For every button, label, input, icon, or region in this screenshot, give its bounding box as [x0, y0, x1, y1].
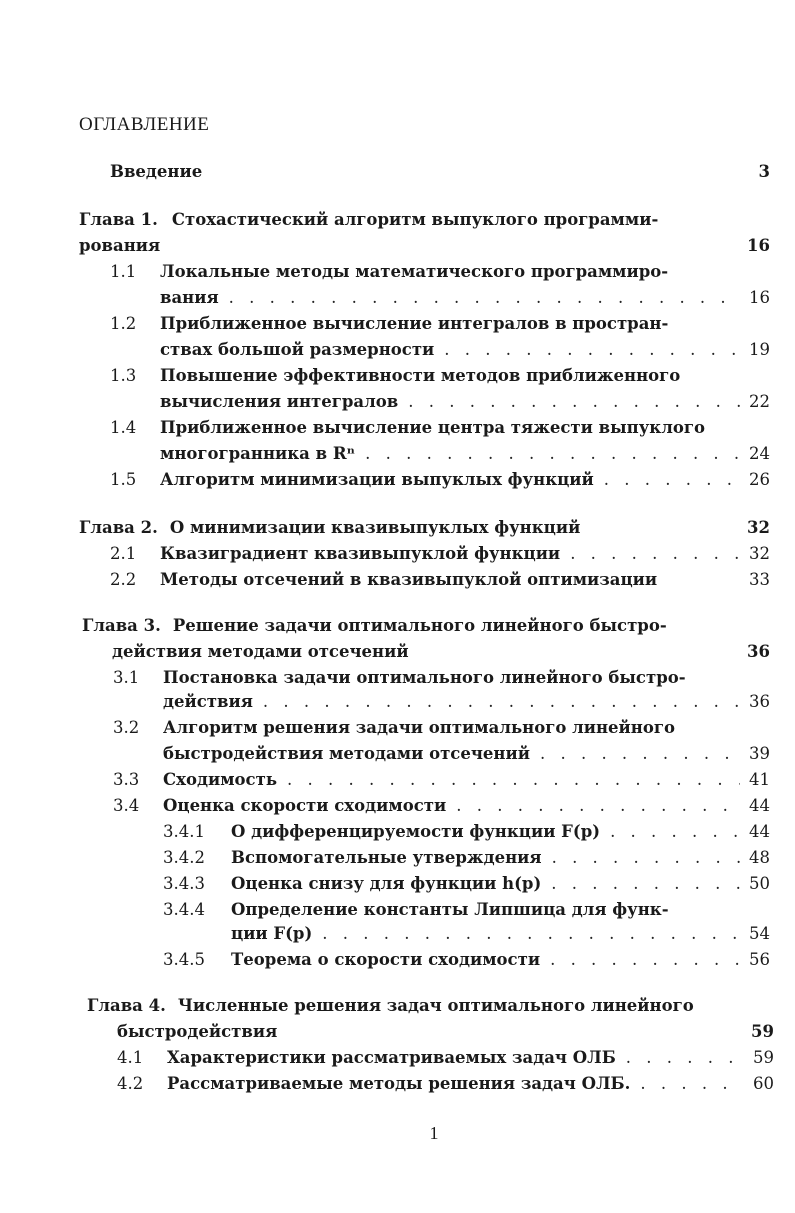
toc-subsection-3-4-5[interactable] — [163, 948, 770, 972]
section-number: 2.1 — [110, 544, 137, 563]
section-title: Повышение эффективности методов приближенного — [160, 366, 681, 385]
chapter-4-title-line1: Численные решения задач оптимального линейного — [177, 996, 694, 1015]
section-title-cont: многогранника в Rⁿ — [160, 444, 356, 463]
section-page: 59 — [753, 1048, 774, 1067]
subsection-number: 3.4.3 — [163, 874, 205, 893]
subsection-number: 3.4.4 — [163, 900, 205, 919]
section-number: 1.4 — [110, 418, 137, 437]
toc-section-1-1[interactable] — [110, 260, 770, 284]
toc-section-2-1[interactable] — [110, 542, 770, 566]
section-number: 1.5 — [110, 470, 137, 489]
toc-chapter-1-title[interactable] — [79, 208, 770, 232]
section-number: 4.2 — [117, 1074, 144, 1093]
section-title-cont: быстродействия методами отсечений — [163, 744, 530, 763]
section-page: 33 — [749, 570, 770, 589]
chapter-4-page: 59 — [751, 1022, 774, 1041]
subsection-title-cont: ции F(p) — [231, 924, 313, 943]
chapter-2-page: 32 — [747, 518, 770, 537]
section-page: 26 — [749, 470, 770, 489]
toc-section-1-3[interactable] — [110, 364, 770, 388]
toc-intro-page: 3 — [758, 162, 770, 181]
section-title: Методы отсечений в квазивыпуклой оптимизации — [160, 570, 658, 589]
section-number: 4.1 — [117, 1048, 144, 1067]
chapter-3-title-line1: Решение задачи оптимального линейного быстро- — [172, 616, 667, 635]
toc-section-2-2[interactable] — [110, 568, 770, 592]
section-number: 3.2 — [113, 718, 140, 737]
subsection-title: Определение константы Липшица для функ- — [231, 900, 669, 919]
chapter-3-number: Глава 3. — [82, 616, 161, 635]
chapter-4-title-line2: быстродействия — [117, 1022, 278, 1041]
toc-section-1-2[interactable] — [110, 312, 770, 336]
subsection-title: Вспомогательные утверждения — [231, 848, 542, 867]
chapter-1-page: 16 — [747, 236, 770, 255]
chapter-1-title-line1: Стохастический алгоритм выпуклого программи- — [171, 210, 659, 229]
section-page: 60 — [753, 1074, 774, 1093]
chapter-1-title-line2: рования — [79, 236, 161, 255]
section-title-cont: ствах большой размерности — [160, 340, 435, 359]
toc-chapter-3-title[interactable] — [82, 614, 770, 638]
subsection-number: 3.4.1 — [163, 822, 205, 841]
section-title: Сходимость — [163, 770, 278, 789]
section-title: Рассматриваемые методы решения задач ОЛБ. — [167, 1074, 631, 1093]
toc-section-3-4[interactable] — [113, 794, 770, 818]
section-title: Алгоритм минимизации выпуклых функций — [160, 470, 594, 489]
section-number: 1.2 — [110, 314, 137, 333]
section-page: 41 — [749, 770, 770, 789]
toc-chapter-1-title-cont[interactable] — [79, 234, 770, 258]
toc-section-3-1-cont[interactable] — [163, 690, 770, 714]
page-number: 1 — [429, 1123, 439, 1143]
subsection-page: 48 — [749, 848, 770, 867]
section-page: 16 — [749, 288, 770, 307]
toc-chapter-4-title[interactable] — [87, 994, 774, 1018]
toc-section-3-1[interactable] — [113, 666, 770, 690]
toc-chapter-2-title[interactable] — [79, 516, 770, 540]
section-title: Оценка скорости сходимости — [163, 796, 447, 815]
section-title: Локальные методы математического программиро- — [160, 262, 669, 281]
toc-section-1-2-cont[interactable] — [160, 338, 770, 362]
section-title: Приближенное вычисление центра тяжести выпуклого — [160, 418, 705, 437]
section-page: 44 — [749, 796, 770, 815]
section-number: 2.2 — [110, 570, 137, 589]
toc-section-1-4[interactable] — [110, 416, 770, 440]
subsection-page: 50 — [749, 874, 770, 893]
chapter-1-number: Глава 1. — [79, 210, 158, 229]
toc-section-4-1[interactable] — [117, 1046, 774, 1070]
section-title: Квазиградиент квазивыпуклой функции — [160, 544, 561, 563]
section-number: 1.1 — [110, 262, 137, 281]
toc-section-1-1-cont[interactable] — [160, 286, 770, 310]
toc-section-1-3-cont[interactable] — [160, 390, 770, 414]
subsection-page: 56 — [749, 950, 770, 969]
section-number: 3.4 — [113, 796, 140, 815]
section-page: 39 — [749, 744, 770, 763]
toc-intro-label: Введение — [110, 162, 203, 181]
subsection-title: Теорема о скорости сходимости — [231, 950, 541, 969]
page-title: ОГЛАВЛЕНИЕ — [79, 114, 210, 135]
subsection-number: 3.4.5 — [163, 950, 205, 969]
chapter-2-title: О минимизации квазивыпуклых функций — [169, 518, 581, 537]
toc-section-3-3[interactable] — [113, 768, 770, 792]
toc-subsection-3-4-4[interactable] — [163, 898, 770, 922]
section-title-cont: вычисления интегралов — [160, 392, 399, 411]
toc-section-3-2-cont[interactable] — [163, 742, 770, 766]
subsection-page: 44 — [749, 822, 770, 841]
section-number: 1.3 — [110, 366, 137, 385]
section-title: Постановка задачи оптимального линейного быстро- — [163, 668, 686, 687]
toc-subsection-3-4-2[interactable] — [163, 846, 770, 870]
toc-section-1-4-cont[interactable] — [160, 442, 770, 466]
section-title-cont: действия — [163, 692, 253, 711]
toc-chapter-4-title-cont[interactable] — [117, 1020, 774, 1044]
chapter-3-title-line2: действия методами отсечений — [112, 642, 409, 661]
section-title-cont: вания — [160, 288, 219, 307]
section-title: Алгоритм решения задачи оптимального линейного — [163, 718, 675, 737]
toc-subsection-3-4-4-cont[interactable] — [231, 922, 770, 946]
section-title: Приближенное вычисление интегралов в простран- — [160, 314, 669, 333]
section-page: 24 — [749, 444, 770, 463]
toc-section-4-2[interactable] — [117, 1072, 774, 1096]
subsection-title: О дифференцируемости функции F(p) — [231, 822, 601, 841]
chapter-2-number: Глава 2. — [79, 518, 158, 537]
section-title: Характеристики рассматриваемых задач ОЛБ — [167, 1048, 616, 1067]
subsection-number: 3.4.2 — [163, 848, 205, 867]
toc-chapter-3-title-cont[interactable] — [112, 640, 770, 664]
subsection-title: Оценка снизу для функции h(p) — [231, 874, 542, 893]
section-page: 32 — [749, 544, 770, 563]
section-page: 22 — [749, 392, 770, 411]
toc-subsection-3-4-1[interactable] — [163, 820, 770, 844]
section-page: 36 — [749, 692, 770, 711]
chapter-4-number: Глава 4. — [87, 996, 166, 1015]
toc-intro[interactable] — [110, 160, 770, 184]
section-page: 19 — [749, 340, 770, 359]
section-number: 3.1 — [113, 668, 140, 687]
toc-section-1-5[interactable] — [110, 468, 770, 492]
section-number: 3.3 — [113, 770, 140, 789]
subsection-page: 54 — [749, 924, 770, 943]
toc-section-3-2[interactable] — [113, 716, 770, 740]
toc-subsection-3-4-3[interactable] — [163, 872, 770, 896]
chapter-3-page: 36 — [747, 642, 770, 661]
